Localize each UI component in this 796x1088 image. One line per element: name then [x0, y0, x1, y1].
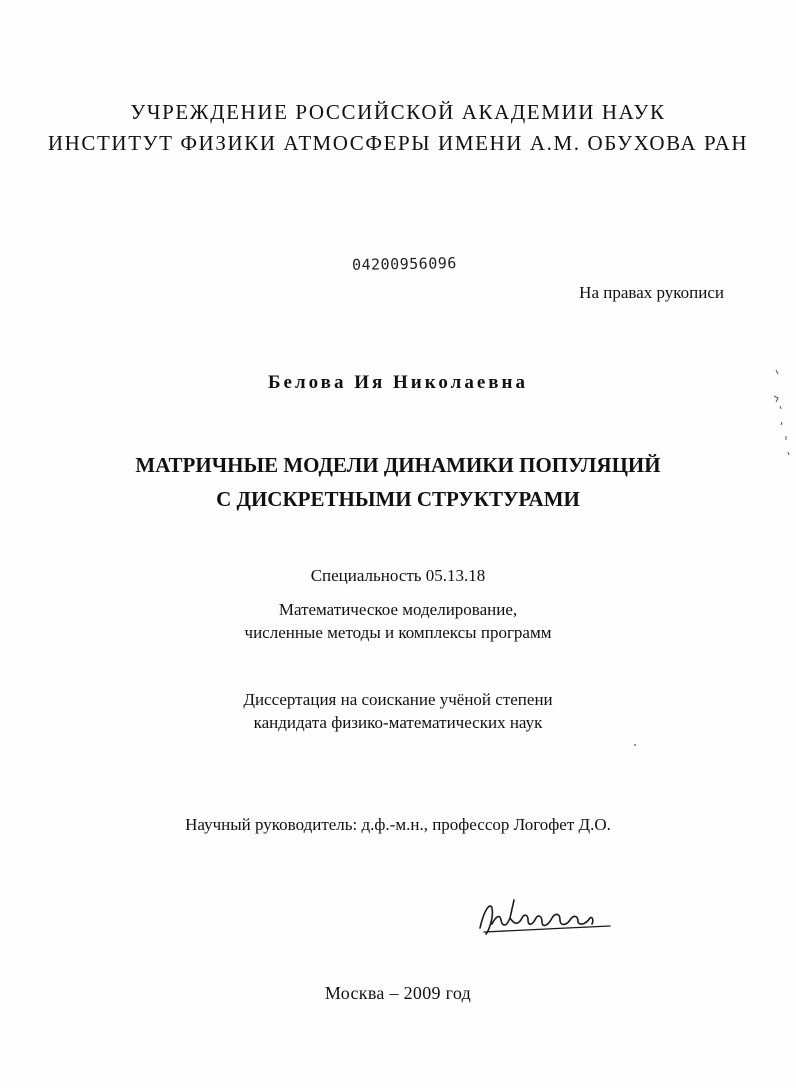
city-year: Москва – 2009 год — [324, 983, 472, 1003]
specialty-field-line-2: численные методы и комплексы программ — [244, 623, 552, 642]
degree-line-1: Диссертация на соискание учёной степени — [243, 690, 553, 709]
degree-line-2: кандидата физико-математических наук — [253, 713, 543, 732]
dissertation-title-line-1: МАТРИЧНЫЕ МОДЕЛИ ДИНАМИКИ ПОПУЛЯЦИЙ — [135, 453, 661, 477]
rights-note: На правах рукописи — [579, 283, 724, 302]
author-name: Белова Ия Николаевна — [268, 372, 528, 393]
margin-scan-marks — [766, 366, 796, 466]
scan-speck — [634, 744, 636, 746]
catalog-number-stamp: 04200956096 — [351, 254, 457, 274]
institution-line-2: ИНСТИТУТ ФИЗИКИ АТМОСФЕРЫ ИМЕНИ А.М. ОБУХОВА РАН — [47, 131, 749, 155]
handwritten-signature — [470, 888, 620, 948]
specialty-field-line-1: Математическое моделирование, — [278, 600, 518, 619]
institution-line-1: УЧРЕЖДЕНИЕ РОССИЙСКОЙ АКАДЕМИИ НАУК — [130, 100, 666, 124]
dissertation-title-line-2: С ДИСКРЕТНЫМИ СТРУКТУРАМИ — [216, 487, 580, 511]
supervisor-line: Научный руководитель: д.ф.-м.н., профессор Логофет Д.О. — [185, 815, 611, 834]
specialty-code: Специальность 05.13.18 — [310, 566, 486, 585]
